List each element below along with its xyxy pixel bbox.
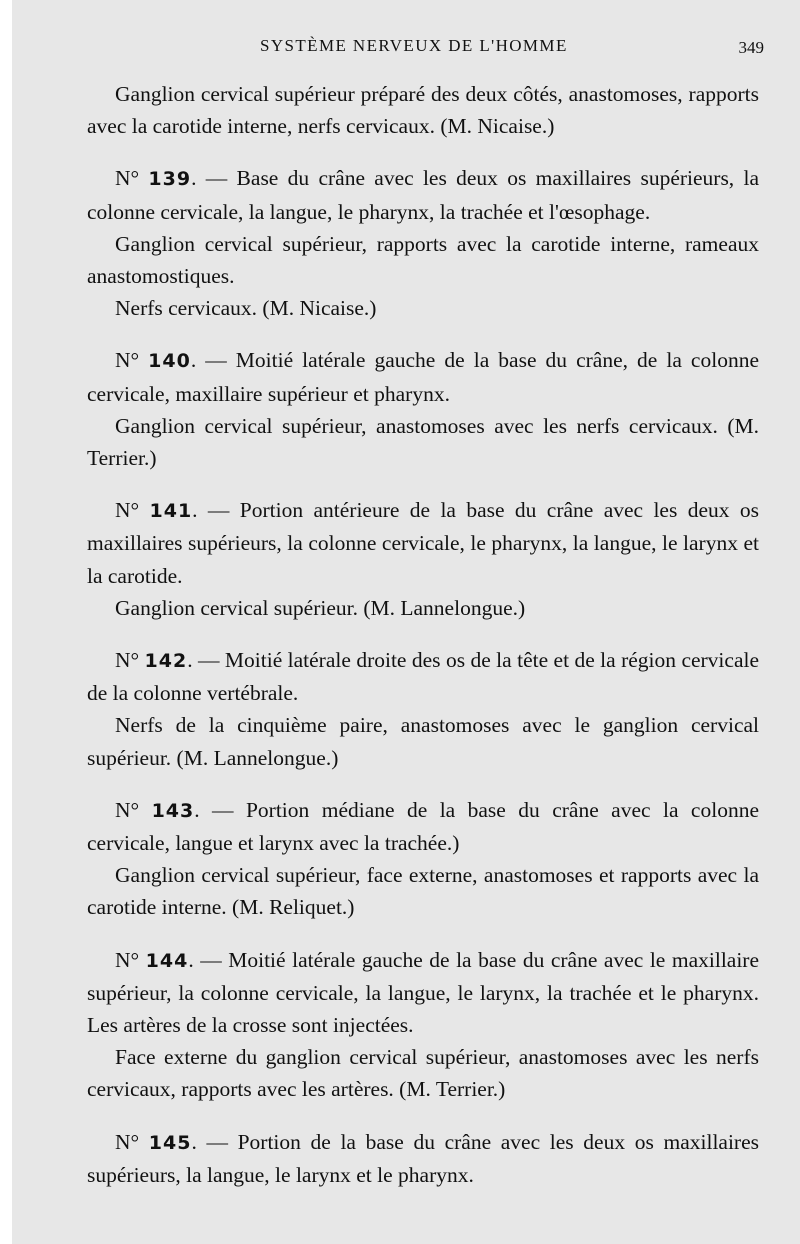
- entry-141-detail: Ganglion cervical supérieur. (M. Lannelongue.): [115, 595, 526, 620]
- entry-description: . — Moitié latérale droite des os de la tête et de la région cervicale de la colonne vertébrale.: [87, 648, 760, 706]
- entry-description: . — Moitié latérale gauche de la base du crâne avec le maxillaire supérieur, la colonne cervicale, la langue, le larynx, la trachée et le pharynx. Les artères de la crosse sont injectées.: [87, 947, 760, 1038]
- entry-139-heading: [87, 162, 759, 227]
- entry-143-detail: Ganglion cervical supérieur, face externe, anastomoses et rapports avec la carotide interne. (M. Reliquet.): [87, 863, 759, 920]
- entry-label: N°: [115, 648, 140, 673]
- entry-144-heading: [87, 944, 759, 1042]
- entry-142-heading: [87, 644, 759, 709]
- entry-description: . — Portion médiane de la base du crâne avec la colonne cervicale, langue et larynx avec la trachée.): [87, 797, 759, 856]
- entry-number: 141: [149, 500, 193, 523]
- entry-description: . — Portion antérieure de la base du crâne avec les deux os maxillaires supérieurs, la colonne cervicale, le pharynx, la langue, le larynx et la carotide.: [87, 498, 759, 588]
- entry-number: 140: [148, 350, 191, 373]
- book-page: [12, 0, 800, 1244]
- entry-number: 143: [151, 799, 195, 822]
- entry-label: N°: [115, 166, 140, 191]
- page-body: [87, 78, 759, 1191]
- page-header: [12, 36, 800, 60]
- entry-label: N°: [115, 1129, 140, 1154]
- entry-142-detail: Nerfs de la cinquième paire, anastomoses avec le ganglion cervical supérieur. (M. Lannelongue.): [87, 713, 759, 770]
- entry-label: N°: [115, 797, 140, 822]
- intro-paragraph: Ganglion cervical supérieur préparé des deux côtés, anastomoses, rapports avec la carotide interne, nerfs cervicaux. (M. Nicaise.): [87, 82, 759, 139]
- entry-139-detail: Nerfs cervicaux. (M. Nicaise.): [115, 296, 377, 321]
- page-number: 349: [738, 38, 764, 57]
- entry-number: 139: [148, 168, 192, 191]
- running-title: SYSTÈME NERVEUX DE L'HOMME: [260, 36, 568, 55]
- entry-140-heading: [87, 344, 759, 409]
- entry-label: N°: [115, 947, 140, 972]
- entry-143-heading: [87, 794, 759, 859]
- entry-description: . — Base du crâne avec les deux os maxillaires supérieurs, la colonne cervicale, la langue, le pharynx, la trachée et l'œsophage.: [87, 166, 759, 224]
- entry-number: 144: [145, 949, 189, 972]
- entry-number: 142: [144, 650, 188, 673]
- entry-145-heading: [87, 1126, 759, 1191]
- entry-description: . — Moitié latérale gauche de la base du crâne, de la colonne cervicale, maxillaire supérieur et pharynx.: [87, 348, 759, 406]
- entry-140-detail: Ganglion cervical supérieur, anastomoses avec les nerfs cervicaux. (M. Terrier.): [87, 413, 759, 471]
- entry-description: . — Portion de la base du crâne avec les deux os maxillaires supérieurs, la langue, le larynx et le pharynx.: [87, 1129, 759, 1187]
- entry-label: N°: [115, 498, 140, 523]
- entry-141-heading: [87, 494, 759, 592]
- entry-144-detail: Face externe du ganglion cervical supérieur, anastomoses avec les nerfs cervicaux, rapports avec les artères. (M. Terrier.): [87, 1045, 759, 1102]
- entry-label: N°: [115, 348, 140, 373]
- entry-number: 145: [148, 1131, 192, 1154]
- entry-139-detail: Ganglion cervical supérieur, rapports avec la carotide interne, rameaux anastomostiques.: [87, 231, 759, 289]
